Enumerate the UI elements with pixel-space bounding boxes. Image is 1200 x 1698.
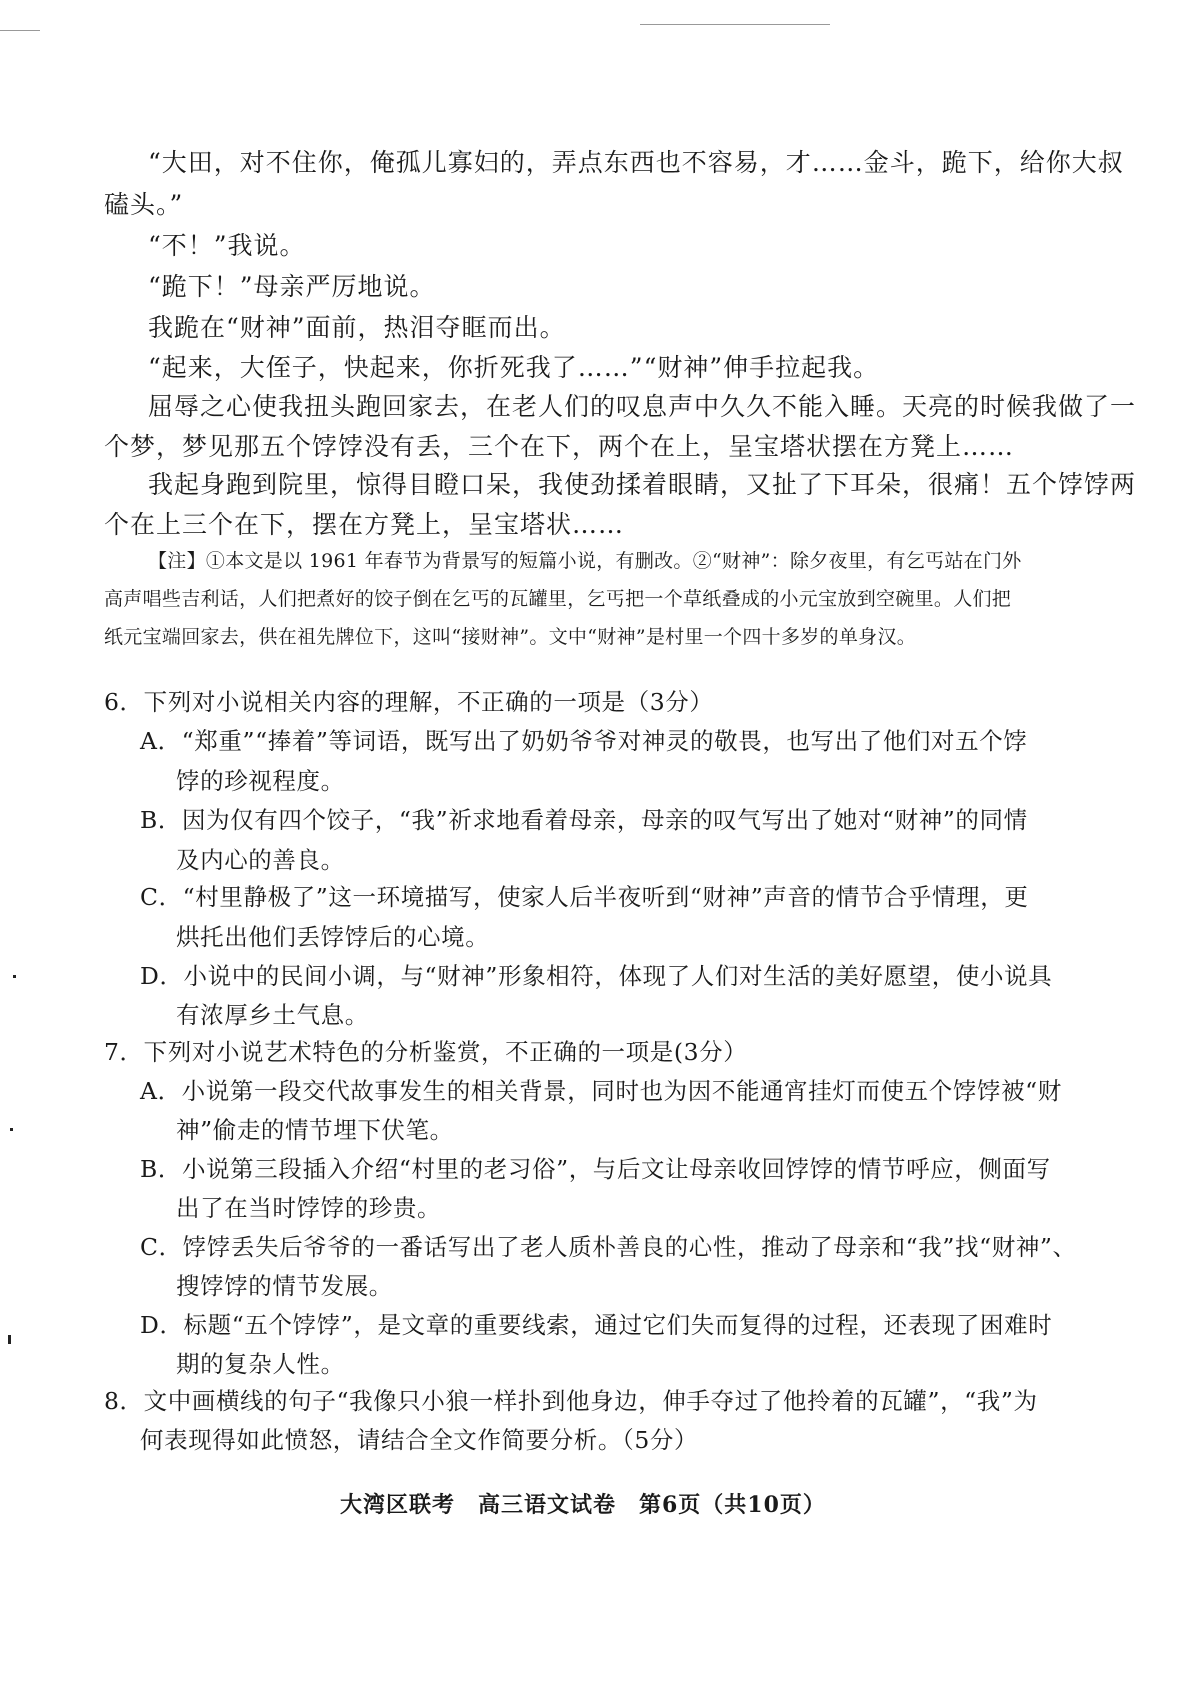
story-line: 个在上三个在下，摆在方凳上，呈宝塔状…… <box>104 510 625 539</box>
note-line: 高声唱些吉利话，人们把煮好的饺子倒在乞丐的瓦罐里，乞丐把一个草纸叠成的小元宝放到空碗里。人们把 <box>104 588 1012 610</box>
question-7-stem: 7．下列对小说艺术特色的分析鉴赏，不正确的一项是(3分） <box>104 1038 748 1066</box>
note-line: 纸元宝端回家去，供在祖先牌位下，这叫“接财神”。文中“财神”是村里一个四十多岁的单身汉。 <box>104 626 917 648</box>
question-6-option-d: D．小说中的民间小调，与“财神”形象相符，体现了人们对生活的美好愿望，使小说具 <box>140 962 1053 990</box>
story-line: “起来，大侄子，快起来，你折死我了……”“财神”伸手拉起我。 <box>148 353 880 382</box>
question-7-option-d: D．标题“五个饽饽”，是文章的重要线索，通过它们失而复得的过程，还表现了困难时 <box>140 1311 1053 1339</box>
question-6-option-c-cont: 烘托出他们丢饽饽后的心境。 <box>176 923 490 951</box>
question-7-option-c: C．饽饽丢失后爷爷的一番话写出了老人质朴善良的心性，推动了母亲和“我”找“财神”、 <box>140 1233 1077 1261</box>
story-line: 屈辱之心使我扭头跑回家去，在老人们的叹息声中久久不能入睡。天亮的时候我做了一 <box>148 392 1137 421</box>
story-line: “大田，对不住你，俺孤儿寡妇的，弄点东西也不容易，才……金斗，跪下，给你大叔 <box>148 148 1124 177</box>
story-line: “跪下！”母亲严厉地说。 <box>148 272 436 301</box>
question-7-option-c-cont: 搜饽饽的情节发展。 <box>176 1272 393 1300</box>
story-line: 我起身跑到院里，惊得目瞪口呆，我使劲揉着眼睛，又扯了下耳朵，很痛！五个饽饽两 <box>148 470 1137 499</box>
question-6-option-a: A．“郑重”“捧着”等词语，既写出了奶奶爷爷对神灵的敬畏，也写出了他们对五个饽 <box>140 727 1028 755</box>
note-line: 【注】①本文是以 1961 年春节为背景写的短篇小说，有删改。②“财神”：除夕夜里，有乞丐站在门外 <box>148 550 1022 572</box>
question-8-stem: 8．文中画横线的句子“我像只小狼一样扑到他身边，伸手夺过了他拎着的瓦罐”，“我”为 <box>104 1387 1038 1415</box>
question-6-option-c: C．“村里静极了”这一环境描写，使家人后半夜听到“财神”声音的情节合乎情理，更 <box>140 883 1029 911</box>
question-6-option-a-cont: 饽的珍视程度。 <box>176 767 345 795</box>
question-8-stem-cont: 何表现得如此愤怒，请结合全文作简要分析。（5分） <box>140 1426 699 1454</box>
story-line: 个梦，梦见那五个饽饽没有丢，三个在下，两个在上，呈宝塔状摆在方凳上…… <box>104 432 1015 461</box>
question-6-option-d-cont: 有浓厚乡土气息。 <box>176 1001 369 1029</box>
question-7-option-b-cont: 出了在当时饽饽的珍贵。 <box>176 1194 442 1222</box>
scan-speck <box>13 975 16 978</box>
story-line: “不！”我说。 <box>148 231 306 260</box>
question-7-option-b: B．小说第三段插入介绍“村里的老习俗”，与后文让母亲收回饽饽的情节呼应，侧面写 <box>140 1155 1051 1183</box>
scan-speck <box>10 1128 13 1131</box>
scan-edge-mark <box>0 30 40 31</box>
story-line: 磕头。” <box>104 190 184 219</box>
question-6-stem: 6．下列对小说相关内容的理解，不正确的一项是（3分） <box>104 688 714 716</box>
question-6-option-b-cont: 及内心的善良。 <box>176 846 345 874</box>
page-footer: 大湾区联考 高三语文试卷 第6页（共10页） <box>340 1492 826 1518</box>
question-7-option-d-cont: 期的复杂人性。 <box>176 1350 345 1378</box>
question-6-option-b: B．因为仅有四个饺子，“我”祈求地看着母亲，母亲的叹气写出了她对“财神”的同情 <box>140 806 1028 834</box>
question-7-option-a-cont: 神”偷走的情节埋下伏笔。 <box>176 1116 454 1144</box>
scan-edge-mark <box>640 24 830 25</box>
scan-speck <box>8 1335 11 1344</box>
story-line: 我跪在“财神”面前，热泪夺眶而出。 <box>148 313 566 342</box>
question-7-option-a: A．小说第一段交代故事发生的相关背景，同时也为因不能通宵挂灯而使五个饽饽被“财 <box>140 1077 1062 1105</box>
